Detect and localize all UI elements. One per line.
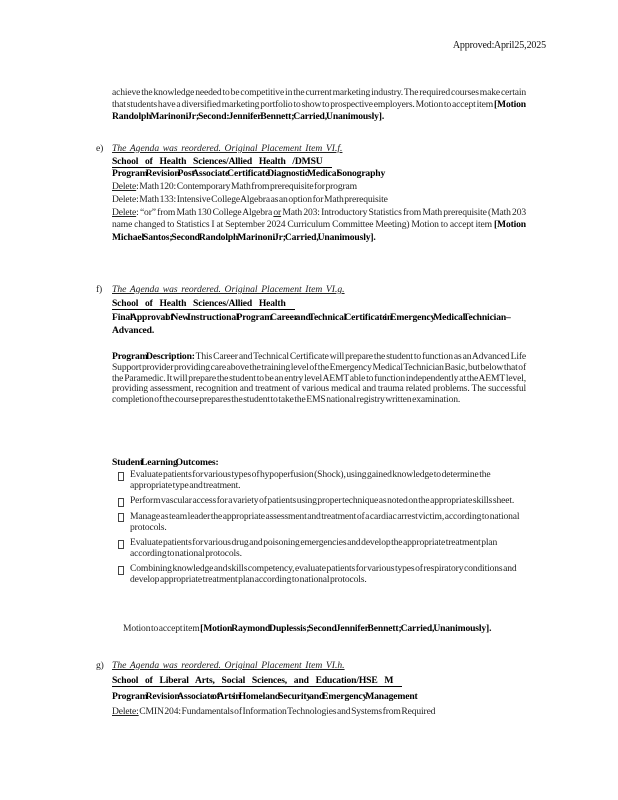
hollow-box-bullet-icon xyxy=(118,513,124,522)
program-description-label: Program Description: xyxy=(112,351,195,362)
slo-item: Evaluate patients for various drug and poisoning emergencies and develop the appropriate treatment plan according to national protocols. xyxy=(112,538,526,560)
section-e-delete-paragraph: Delete: “or” from Math 130 College Algebra or Math 203: Introductory Statistics from Math prerequisite (Math 203 name changed to Statistics I at September 2024 Curriculum Committee Meeting) Motion to accept item [Motion Michael Santos; Second Randolph Marinoni Jr; Carried, Unanimously]. xyxy=(112,206,526,243)
section-f-school-heading: School of Health Sciences/Allied Health xyxy=(112,297,526,311)
slo-item: Combining knowledge and skills competency, evaluate patients for various types of respiratory conditions and develop appropriate treatment plan according to national protocols. xyxy=(112,564,526,586)
intro-paragraph xyxy=(112,87,526,122)
section-g-marker: g) xyxy=(96,660,104,671)
section-g xyxy=(96,658,526,720)
section-f-heading xyxy=(96,283,526,338)
section-e-delete-line-2: Delete: Math 133: Intensive College Algebra as an option for Math prerequisite xyxy=(112,193,388,205)
section-g-school-heading: School of Liberal Arts, Social Sciences, and Education/HSE M xyxy=(112,673,526,688)
slo-list xyxy=(112,470,526,591)
hollow-box-bullet-icon xyxy=(118,540,124,549)
program-description-paragraph xyxy=(112,352,526,406)
section-g-delete-line-1: Delete: CMIN 204: Fundamentals of Information Technologies and Systems from Required xyxy=(112,706,436,718)
motion-text: Motion to accept item xyxy=(123,623,201,634)
intro-text: achieve the knowledge needed to be competitive in the current marketing industry. The required courses make certain that students have a diversified marketing portfolio to show to prospective employers. Motion to accept item xyxy=(112,87,526,110)
program-description-text: This Career and Technical Certificate will prepare the student to function as an Advanced Life Support provider providing care above the training level of the Emergency Medical Technician Basic, but below that of the Paramedic. It will prepare the student to be an entry level AEMT able to function independently at the AEMT level, providing assessment, recognition and treatment of various medical and trauma related problems. The successful completion of the course prepares the student to take the EMS national registry written examination. xyxy=(112,351,526,405)
approval-date: Approved: April 25, 2025 xyxy=(452,40,546,51)
section-e-reorder-note: The Agenda was reordered. Original Placement Item VI.f. xyxy=(112,143,343,154)
section-e-motion-record: [Motion Michael Santos; Second Randolph Marinoni Jr; Carried, Unanimously]. xyxy=(112,219,526,243)
section-e-delete-line-1: Delete: Math 120: Contemporary Math from prerequisite for program xyxy=(112,181,357,193)
section-f-motion xyxy=(123,624,524,635)
section-f-motion-record: [Motion Raymond Duplessis; Second Jennifer Bennett; Carried, Unanimously]. xyxy=(200,623,492,634)
slo-item: Perform vascular access for a variety of patients using proper technique as noted on the appropriate skills sheet. xyxy=(112,496,526,507)
section-e-marker: e) xyxy=(96,143,104,154)
hollow-box-bullet-icon xyxy=(118,566,124,575)
hollow-box-bullet-icon xyxy=(118,498,124,507)
slo-heading: Student Learning Outcomes: xyxy=(112,457,219,468)
hollow-box-bullet-icon xyxy=(118,472,124,481)
section-g-program-title: Program Revision Associate of Arts in Homeland Security and Emergency Management xyxy=(112,690,418,702)
slo-item: Manage as team leader the appropriate assessment and treatment of a cardiac arrest victim, according to national protocols. xyxy=(112,512,526,534)
section-f-reorder-note: The Agenda was reordered. Original Placement Item VI.g. xyxy=(112,284,345,295)
section-e-school-heading: School of Health Sciences/Allied Health /DMSU xyxy=(112,156,526,169)
section-e xyxy=(96,143,526,245)
section-g-reorder-note: The Agenda was reordered. Original Placement Item VI.h. xyxy=(112,660,345,671)
section-f-program-title: Final Approval of New Instructional Program Career and Technical Certificate in Emergency Medical Technician–Advanced. xyxy=(112,311,511,337)
section-f-marker: f) xyxy=(96,284,103,295)
section-e-program-title: Program Revision Post Associate Certificate Diagnostic Medical Sonography xyxy=(112,168,386,180)
intro-motion-record: [Motion Randolph Marinoni Jr; Second: Jennifer Bennett; Carried, Unanimously]. xyxy=(112,98,526,122)
slo-item: Evaluate patients for various types of hypoperfusion (Shock), using gained knowledge to determine the appropriate type and treatment. xyxy=(112,470,526,492)
